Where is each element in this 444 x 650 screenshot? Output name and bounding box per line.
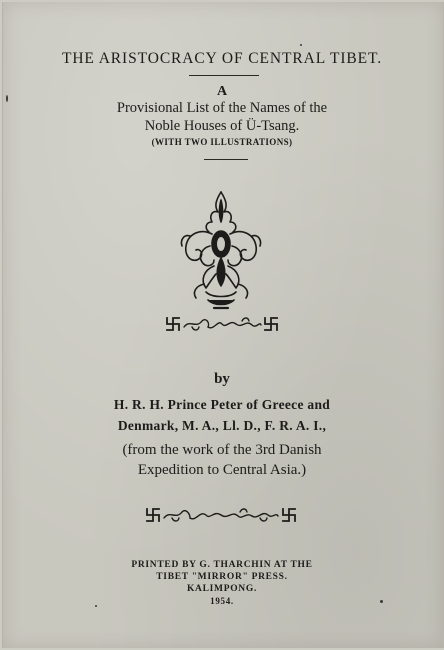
title-rule xyxy=(189,75,259,76)
source-line-1: (from the work of the 3rd Danish xyxy=(122,442,322,458)
paper-speck xyxy=(6,95,8,102)
author-line-2: Denmark, M. A., Ll. D., F. R. A. I., xyxy=(117,418,327,433)
paper-speck xyxy=(380,600,383,603)
by-label: by xyxy=(214,371,230,387)
swastika-scroll-border-upper-icon xyxy=(164,315,280,333)
subtitle-line-1: Provisional List of the Names of the xyxy=(116,100,328,116)
subtitle-line-3: (WITH TWO ILLUSTRATIONS) xyxy=(151,137,293,147)
printer-line-4: 1954. xyxy=(210,596,234,606)
subtitle-letter: A xyxy=(216,84,228,99)
lotus-flame-emblem-icon xyxy=(176,188,266,318)
paper-speck xyxy=(95,605,97,607)
subtitle-rule xyxy=(204,159,248,160)
swastika-scroll-border-lower-icon xyxy=(144,506,298,524)
author-line-1: H. R. H. Prince Peter of Greece and xyxy=(113,397,331,412)
cover-title: THE ARISTOCRACY OF CENTRAL TIBET. xyxy=(61,50,383,67)
printer-line-2: TIBET "MIRROR" PRESS. xyxy=(156,572,288,582)
source-line-2: Expedition to Central Asia.) xyxy=(137,462,307,478)
printer-line-3: KALIMPONG. xyxy=(186,584,258,594)
printer-line-1: PRINTED BY G. THARCHIN AT THE xyxy=(131,560,313,570)
paper-speck xyxy=(300,44,302,46)
subtitle-line-2: Noble Houses of Ü-Tsang. xyxy=(144,118,300,134)
